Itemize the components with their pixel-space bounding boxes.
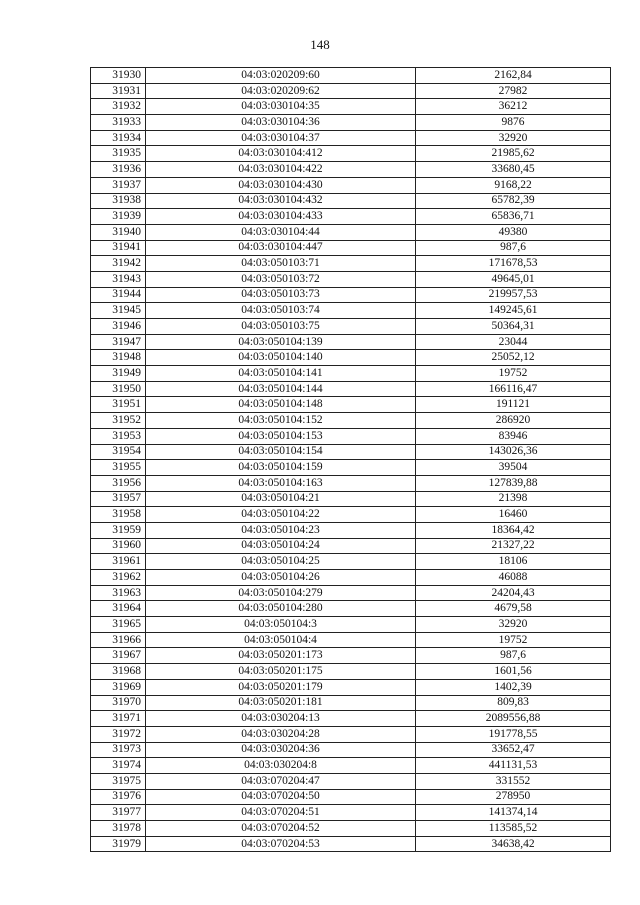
value-cell: 171678,53: [416, 256, 611, 272]
table-row: [91, 350, 611, 366]
table-row: [91, 68, 611, 84]
cadastral-number-cell: 04:03:050104:148: [146, 397, 416, 413]
value-cell: 278950: [416, 789, 611, 805]
cadastral-number-cell: 04:03:070204:52: [146, 821, 416, 837]
cadastral-number-cell: 04:03:050104:22: [146, 507, 416, 523]
registry-table-body: [91, 68, 611, 852]
row-number-cell: 31956: [91, 475, 146, 491]
value-cell: 987,6: [416, 240, 611, 256]
value-cell: 18106: [416, 554, 611, 570]
table-row: [91, 805, 611, 821]
table-row: [91, 413, 611, 429]
cadastral-number-cell: 04:03:030104:422: [146, 162, 416, 178]
value-cell: 331552: [416, 773, 611, 789]
cadastral-number-cell: 04:03:030104:412: [146, 146, 416, 162]
cadastral-number-cell: 04:03:050104:141: [146, 366, 416, 382]
cadastral-number-cell: 04:03:050201:181: [146, 695, 416, 711]
cadastral-number-cell: 04:03:020209:62: [146, 83, 416, 99]
table-row: [91, 83, 611, 99]
value-cell: 191121: [416, 397, 611, 413]
cadastral-number-cell: 04:03:050104:26: [146, 570, 416, 586]
cadastral-number-cell: 04:03:050104:280: [146, 601, 416, 617]
row-number-cell: 31959: [91, 522, 146, 538]
row-number-cell: 31967: [91, 648, 146, 664]
value-cell: 2089556,88: [416, 711, 611, 727]
value-cell: 25052,12: [416, 350, 611, 366]
value-cell: 1402,39: [416, 679, 611, 695]
cadastral-number-cell: 04:03:030104:432: [146, 193, 416, 209]
table-row: [91, 773, 611, 789]
cadastral-number-cell: 04:03:050103:71: [146, 256, 416, 272]
value-cell: 113585,52: [416, 821, 611, 837]
cadastral-number-cell: 04:03:030104:447: [146, 240, 416, 256]
row-number-cell: 31973: [91, 742, 146, 758]
cadastral-number-cell: 04:03:030104:37: [146, 130, 416, 146]
value-cell: 32920: [416, 617, 611, 633]
table-row: [91, 444, 611, 460]
value-cell: 18364,42: [416, 522, 611, 538]
row-number-cell: 31935: [91, 146, 146, 162]
row-number-cell: 31951: [91, 397, 146, 413]
cadastral-number-cell: 04:03:030204:13: [146, 711, 416, 727]
row-number-cell: 31965: [91, 617, 146, 633]
cadastral-number-cell: 04:03:050104:23: [146, 522, 416, 538]
row-number-cell: 31958: [91, 507, 146, 523]
value-cell: 286920: [416, 413, 611, 429]
value-cell: 441131,53: [416, 758, 611, 774]
table-row: [91, 554, 611, 570]
cadastral-number-cell: 04:03:030104:35: [146, 99, 416, 115]
row-number-cell: 31940: [91, 224, 146, 240]
table-row: [91, 366, 611, 382]
table-row: [91, 177, 611, 193]
cadastral-number-cell: 04:03:050104:24: [146, 538, 416, 554]
cadastral-number-cell: 04:03:030104:430: [146, 177, 416, 193]
table-row: [91, 632, 611, 648]
row-number-cell: 31945: [91, 303, 146, 319]
row-number-cell: 31964: [91, 601, 146, 617]
value-cell: 149245,61: [416, 303, 611, 319]
table-row: [91, 334, 611, 350]
cadastral-number-cell: 04:03:050104:144: [146, 381, 416, 397]
row-number-cell: 31934: [91, 130, 146, 146]
value-cell: 33652,47: [416, 742, 611, 758]
table-row: [91, 789, 611, 805]
value-cell: 9876: [416, 115, 611, 131]
row-number-cell: 31930: [91, 68, 146, 84]
table-row: [91, 522, 611, 538]
value-cell: 21985,62: [416, 146, 611, 162]
table-row: [91, 162, 611, 178]
table-row: [91, 726, 611, 742]
row-number-cell: 31971: [91, 711, 146, 727]
row-number-cell: 31941: [91, 240, 146, 256]
row-number-cell: 31938: [91, 193, 146, 209]
value-cell: 4679,58: [416, 601, 611, 617]
table-row: [91, 115, 611, 131]
value-cell: 9168,22: [416, 177, 611, 193]
row-number-cell: 31977: [91, 805, 146, 821]
row-number-cell: 31942: [91, 256, 146, 272]
row-number-cell: 31936: [91, 162, 146, 178]
value-cell: 1601,56: [416, 664, 611, 680]
table-row: [91, 303, 611, 319]
row-number-cell: 31975: [91, 773, 146, 789]
cadastral-number-cell: 04:03:050103:75: [146, 319, 416, 335]
cadastral-number-cell: 04:03:030104:36: [146, 115, 416, 131]
cadastral-number-cell: 04:03:050104:279: [146, 585, 416, 601]
table-row: [91, 428, 611, 444]
row-number-cell: 31953: [91, 428, 146, 444]
value-cell: 23044: [416, 334, 611, 350]
value-cell: 33680,45: [416, 162, 611, 178]
cadastral-number-cell: 04:03:050104:139: [146, 334, 416, 350]
cadastral-number-cell: 04:03:050103:72: [146, 271, 416, 287]
row-number-cell: 31968: [91, 664, 146, 680]
cadastral-number-cell: 04:03:050201:179: [146, 679, 416, 695]
row-number-cell: 31962: [91, 570, 146, 586]
table-row: [91, 664, 611, 680]
table-row: [91, 601, 611, 617]
cadastral-number-cell: 04:03:050104:154: [146, 444, 416, 460]
table-row: [91, 99, 611, 115]
cadastral-number-cell: 04:03:070204:51: [146, 805, 416, 821]
table-row: [91, 287, 611, 303]
table-row: [91, 679, 611, 695]
cadastral-number-cell: 04:03:050103:74: [146, 303, 416, 319]
cadastral-number-cell: 04:03:050104:25: [146, 554, 416, 570]
page-number: 148: [310, 37, 330, 52]
value-cell: 166116,47: [416, 381, 611, 397]
table-row: [91, 460, 611, 476]
cadastral-number-cell: 04:03:030104:44: [146, 224, 416, 240]
value-cell: 49645,01: [416, 271, 611, 287]
cadastral-number-cell: 04:03:030204:8: [146, 758, 416, 774]
table-row: [91, 381, 611, 397]
cadastral-number-cell: 04:03:050103:73: [146, 287, 416, 303]
row-number-cell: 31966: [91, 632, 146, 648]
value-cell: 49380: [416, 224, 611, 240]
row-number-cell: 31944: [91, 287, 146, 303]
cadastral-number-cell: 04:03:050104:3: [146, 617, 416, 633]
row-number-cell: 31960: [91, 538, 146, 554]
row-number-cell: 31954: [91, 444, 146, 460]
table-row: [91, 271, 611, 287]
cadastral-number-cell: 04:03:070204:53: [146, 836, 416, 852]
cadastral-number-cell: 04:03:050104:140: [146, 350, 416, 366]
table-row: [91, 397, 611, 413]
row-number-cell: 31974: [91, 758, 146, 774]
table-row: [91, 758, 611, 774]
row-number-cell: 31976: [91, 789, 146, 805]
row-number-cell: 31952: [91, 413, 146, 429]
table-row: [91, 836, 611, 852]
value-cell: 24204,43: [416, 585, 611, 601]
cadastral-number-cell: 04:03:070204:47: [146, 773, 416, 789]
cadastral-number-cell: 04:03:050104:153: [146, 428, 416, 444]
value-cell: 191778,55: [416, 726, 611, 742]
registry-table: [90, 67, 611, 852]
value-cell: 27982: [416, 83, 611, 99]
value-cell: 65782,39: [416, 193, 611, 209]
value-cell: 39504: [416, 460, 611, 476]
value-cell: 21327,22: [416, 538, 611, 554]
row-number-cell: 31946: [91, 319, 146, 335]
cadastral-number-cell: 04:03:050104:152: [146, 413, 416, 429]
value-cell: 19752: [416, 366, 611, 382]
value-cell: 143026,36: [416, 444, 611, 460]
cadastral-number-cell: 04:03:020209:60: [146, 68, 416, 84]
value-cell: 65836,71: [416, 209, 611, 225]
table-row: [91, 146, 611, 162]
table-row: [91, 256, 611, 272]
row-number-cell: 31933: [91, 115, 146, 131]
cadastral-number-cell: 04:03:050104:159: [146, 460, 416, 476]
row-number-cell: 31961: [91, 554, 146, 570]
row-number-cell: 31937: [91, 177, 146, 193]
table-row: [91, 695, 611, 711]
table-row: [91, 224, 611, 240]
row-number-cell: 31979: [91, 836, 146, 852]
table-row: [91, 538, 611, 554]
cadastral-number-cell: 04:03:050201:175: [146, 664, 416, 680]
value-cell: 19752: [416, 632, 611, 648]
value-cell: 16460: [416, 507, 611, 523]
row-number-cell: 31963: [91, 585, 146, 601]
table-row: [91, 570, 611, 586]
row-number-cell: 31972: [91, 726, 146, 742]
value-cell: 21398: [416, 491, 611, 507]
row-number-cell: 31970: [91, 695, 146, 711]
cadastral-number-cell: 04:03:030204:28: [146, 726, 416, 742]
cadastral-number-cell: 04:03:050104:4: [146, 632, 416, 648]
table-row: [91, 491, 611, 507]
row-number-cell: 31957: [91, 491, 146, 507]
table-row: [91, 711, 611, 727]
value-cell: 34638,42: [416, 836, 611, 852]
row-number-cell: 31978: [91, 821, 146, 837]
row-number-cell: 31939: [91, 209, 146, 225]
table-row: [91, 130, 611, 146]
table-row: [91, 193, 611, 209]
table-row: [91, 821, 611, 837]
value-cell: 127839,88: [416, 475, 611, 491]
value-cell: 2162,84: [416, 68, 611, 84]
cadastral-number-cell: 04:03:050104:21: [146, 491, 416, 507]
table-row: [91, 319, 611, 335]
row-number-cell: 31947: [91, 334, 146, 350]
row-number-cell: 31955: [91, 460, 146, 476]
value-cell: 36212: [416, 99, 611, 115]
row-number-cell: 31932: [91, 99, 146, 115]
table-row: [91, 742, 611, 758]
table-row: [91, 617, 611, 633]
value-cell: 141374,14: [416, 805, 611, 821]
table-row: [91, 475, 611, 491]
cadastral-number-cell: 04:03:030104:433: [146, 209, 416, 225]
table-row: [91, 209, 611, 225]
value-cell: 809,83: [416, 695, 611, 711]
value-cell: 50364,31: [416, 319, 611, 335]
value-cell: 83946: [416, 428, 611, 444]
cadastral-number-cell: 04:03:050201:173: [146, 648, 416, 664]
cadastral-number-cell: 04:03:030204:36: [146, 742, 416, 758]
table-row: [91, 648, 611, 664]
value-cell: 987,6: [416, 648, 611, 664]
cadastral-number-cell: 04:03:070204:50: [146, 789, 416, 805]
row-number-cell: 31948: [91, 350, 146, 366]
row-number-cell: 31969: [91, 679, 146, 695]
cadastral-number-cell: 04:03:050104:163: [146, 475, 416, 491]
value-cell: 46088: [416, 570, 611, 586]
value-cell: 219957,53: [416, 287, 611, 303]
table-row: [91, 240, 611, 256]
table-row: [91, 507, 611, 523]
table-row: [91, 585, 611, 601]
row-number-cell: 31949: [91, 366, 146, 382]
row-number-cell: 31950: [91, 381, 146, 397]
row-number-cell: 31931: [91, 83, 146, 99]
value-cell: 32920: [416, 130, 611, 146]
row-number-cell: 31943: [91, 271, 146, 287]
